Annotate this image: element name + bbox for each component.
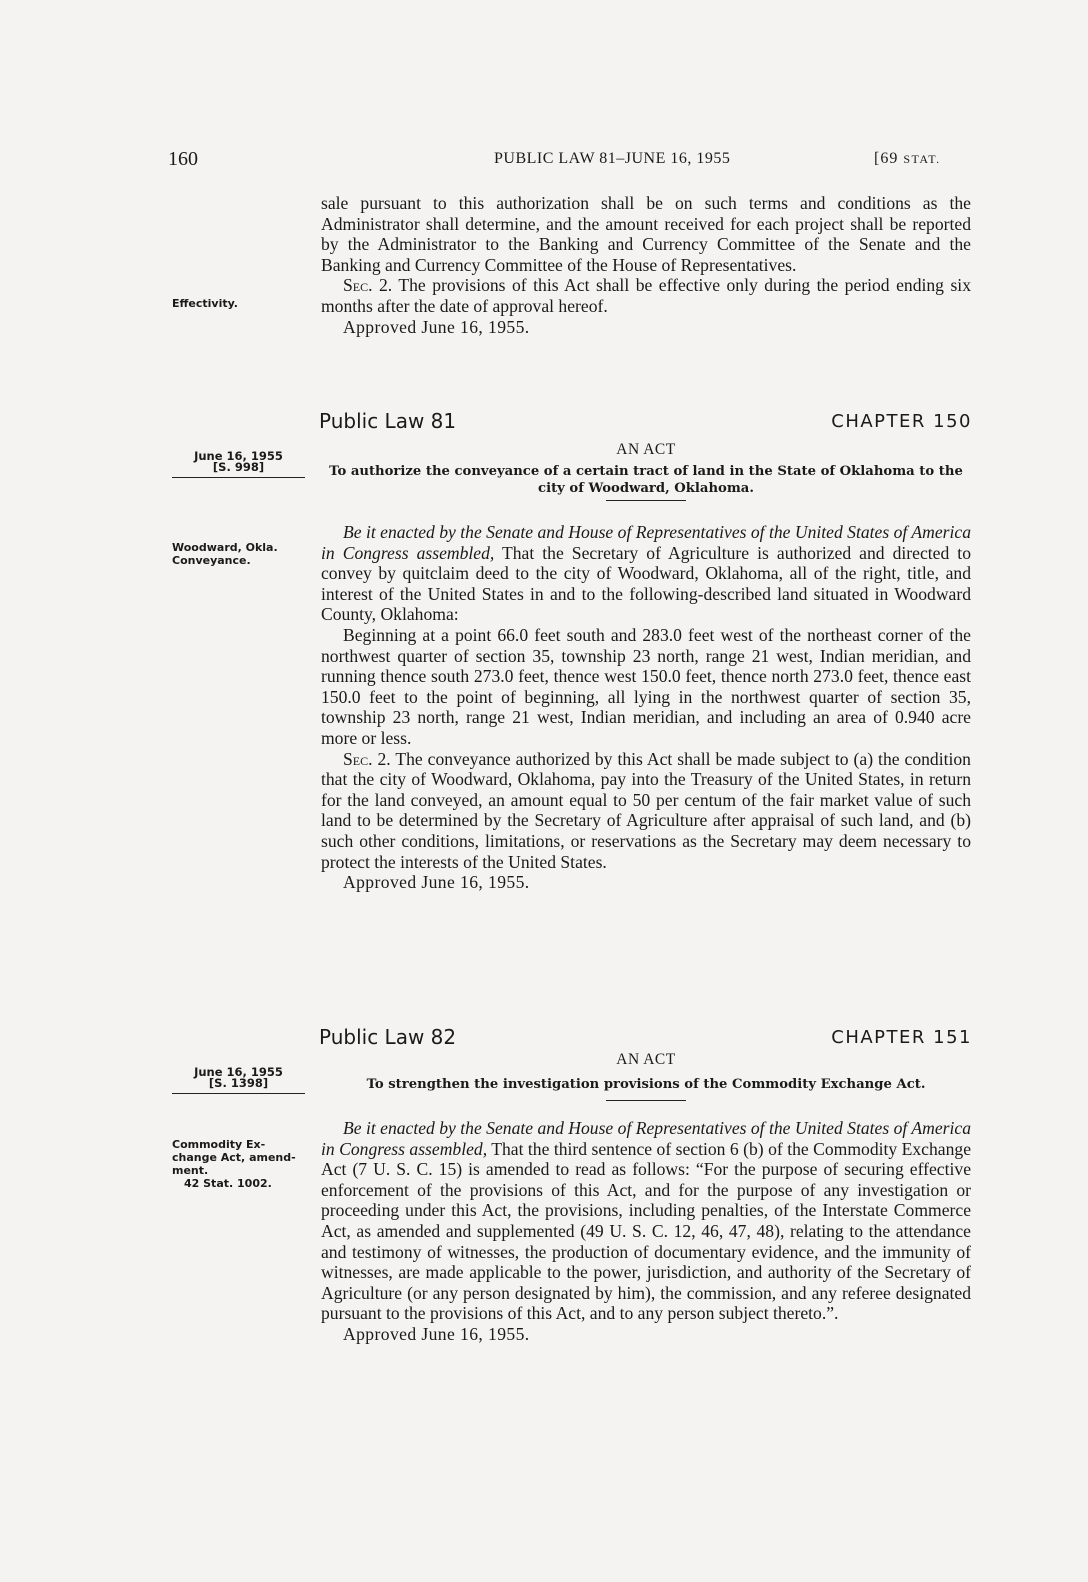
title-rule	[606, 1100, 686, 1101]
chapter-151-label: CHAPTER 151	[831, 1027, 972, 1048]
page-number: 160	[168, 148, 198, 170]
sec-text: The conveyance authorized by this Act shall be made subject to (a) the condition that the city of Woodward, Oklahoma, pay into the Treasury of the United States, in return for the land conveyed, an amount equal to 50 per centum of the fair market value of such land to be determined by the Secretary of Agriculture after appraisal of such land, and (b) such other conditions, limitations, or reservations as the Secretary may deem necessary to protect the interests of the United States.	[321, 748, 971, 872]
stat-ref-prefix: [69	[874, 150, 904, 167]
enactment-date-81	[172, 451, 305, 478]
margin-note-effectivity: Effectivity.	[172, 297, 238, 310]
margin-note-line: Conveyance.	[172, 554, 251, 567]
approved-line: Approved June 16, 1955.	[343, 1323, 530, 1344]
paragraph-text: That the Secretary of Agriculture is authorized and directed to convey by quitclaim deed to the city of Woodward, Oklahoma, all of the right, title, and interest of the United States in and to the following-described land situated in Woodward County, Oklahoma:	[321, 542, 971, 625]
bill-number: [S. 998]	[212, 460, 265, 474]
land-description-paragraph: Beginning at a point 66.0 feet south and 283.0 feet west of the northeast corner of the northwest quarter of section 35, township 23 north, range 21 west, Indian meridian, and running thence south 273.0 feet, thence west 150.0 feet, thence north 273.0 feet, thence east 150.0 feet to the point of beginning, all lying in the northwest quarter of section 35, township 23 north, range 21 west, Indian meridian, and including an area of 0.940 acre more or less.	[321, 624, 971, 748]
enactment-date-82	[172, 1067, 305, 1094]
act-title-81: To authorize the conveyance of a certain tract of land in the State of Oklahoma to the city of Woodward, Oklahoma.	[329, 464, 963, 496]
date-line: June 16, 1955	[194, 1065, 283, 1079]
law-82-text	[321, 1118, 971, 1345]
enacting-clause: Be it enacted by the Senate and House of Representatives of the United States of America in Congress assembled,	[321, 1118, 971, 1159]
margin-note-line: Commodity Ex-	[172, 1138, 266, 1151]
margin-note-citation: 42 Stat. 1002.	[184, 1177, 272, 1190]
margin-note-commodity	[172, 1138, 296, 1190]
stat-ref-suffix: STAT.	[903, 152, 941, 166]
sec-text: The provisions of this Act shall be effective only during the period ending six months after the date of approval hereof.	[321, 275, 971, 316]
sec-label: Sec. 2.	[343, 275, 393, 296]
title-rule	[606, 500, 686, 501]
paragraph-text: That the third sentence of section 6 (b) of the Commodity Exchange Act (7 U. S. C. 15) is amended to read as follows: “For the purpose of securing effective enforcement of the provisions of this Act, and for the purpose of any investigation or proceeding under this Act, the provisions, including penalties, of the Interstate Commerce Act, as amended and supplemented (49 U. S. C. 12, 46, 47, 48), relating to the attendance and testimony of witnesses, the production of documentary evidence, and the immunity of witnesses, are made applicable to the power, jurisdiction, and authority of the Secretary of Agriculture (or any person designated by him), the commission, and any referee designated pursuant to the provisions of this Act, and to any person subject thereto.”.	[321, 1138, 972, 1324]
date-line: June 16, 1955	[194, 449, 283, 463]
preceding-act-text	[321, 193, 971, 337]
margin-note-line: ment.	[172, 1164, 209, 1177]
enacting-paragraph	[321, 522, 971, 625]
continuation-paragraph: sale pursuant to this authorization shall be on such terms and conditions as the Administrator shall determine, and the amount received for each project shall be reported by the Administrator to the Banking and Currency Committee of the Senate and the Banking and Currency Committee of the House of Representatives.	[321, 193, 971, 275]
bill-number: [S. 1398]	[208, 1076, 269, 1090]
statutes-reference	[874, 150, 941, 168]
act-title-82: To strengthen the investigation provisions of the Commodity Exchange Act.	[366, 1077, 926, 1092]
enacting-clause: Be it enacted by the Senate and House of Representatives of the United States of America in Congress assembled,	[321, 522, 971, 563]
an-act-heading: AN ACT	[616, 1051, 676, 1068]
margin-note-line: Woodward, Okla.	[172, 541, 278, 554]
enacting-paragraph	[321, 1118, 971, 1324]
approved-line: Approved June 16, 1955.	[343, 872, 530, 893]
public-law-81-label: Public Law 81	[319, 409, 457, 433]
sec2-paragraph	[321, 749, 971, 873]
approved-line: Approved June 16, 1955.	[343, 316, 530, 337]
public-law-82-label: Public Law 82	[319, 1025, 457, 1049]
margin-note-line: change Act, amend-	[172, 1151, 296, 1164]
law-81-text	[321, 522, 971, 893]
sec-label: Sec. 2.	[343, 748, 391, 769]
sec2-paragraph	[321, 275, 971, 316]
chapter-150-label: CHAPTER 150	[831, 411, 972, 432]
margin-note-woodward	[172, 541, 278, 567]
an-act-heading: AN ACT	[616, 441, 676, 458]
running-head: PUBLIC LAW 81–JUNE 16, 1955	[494, 150, 731, 167]
